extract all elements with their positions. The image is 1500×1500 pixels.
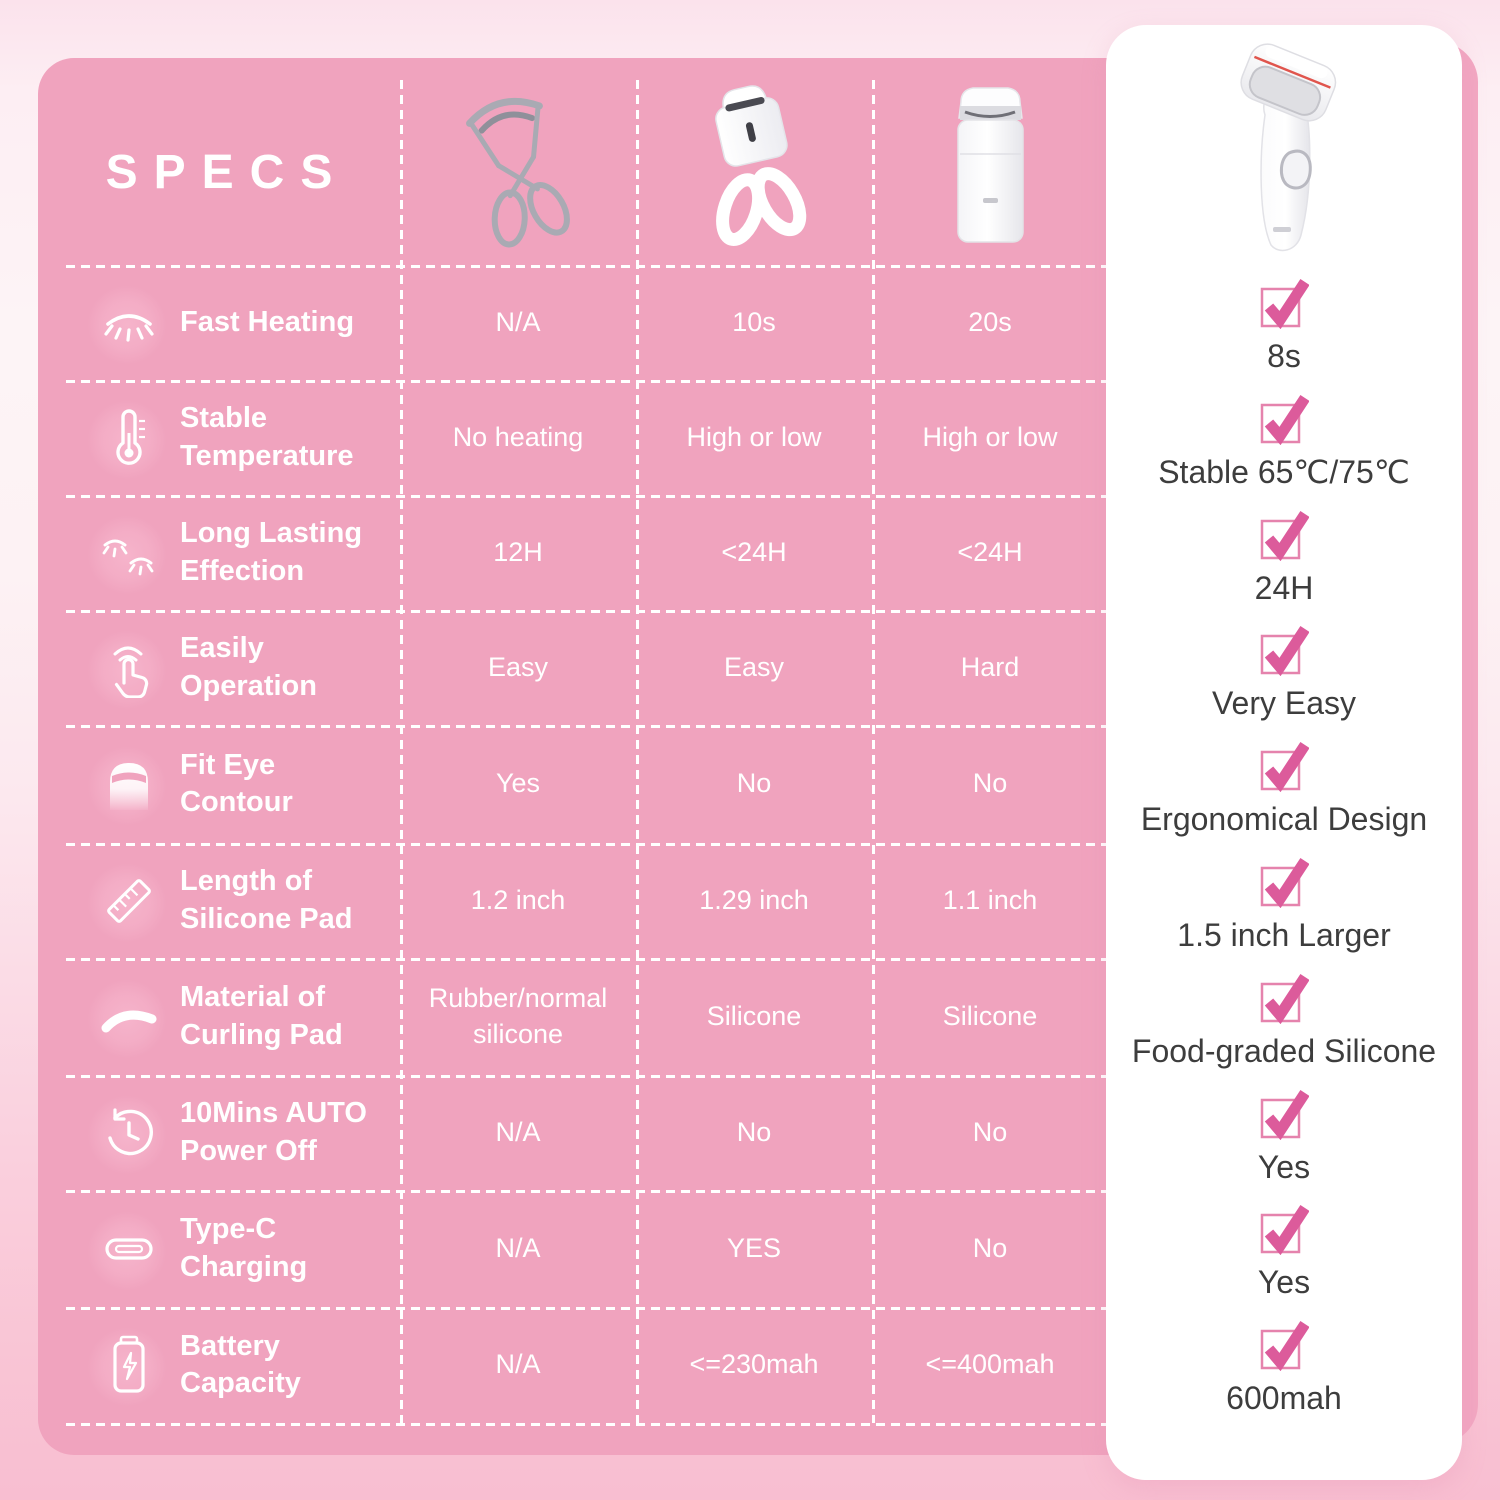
feature-list [1106, 277, 1462, 1435]
feature-check-item [1106, 393, 1462, 509]
cell-value: 10s [732, 306, 776, 337]
cell-value: 1.2 inch [470, 884, 566, 915]
table-row [38, 495, 1108, 610]
auto-off-clock-icon [96, 1100, 162, 1166]
cell-value: N/A [495, 306, 541, 337]
thermometer-icon [96, 405, 162, 471]
table-row [38, 380, 1108, 495]
cell-value: <24H [957, 536, 1023, 567]
cell-value: 12H [493, 536, 543, 567]
checked-checkbox-icon [1259, 972, 1309, 1024]
cell-value: 20s [968, 306, 1012, 337]
feature-check-item [1106, 277, 1462, 393]
cell-value: Easy [487, 651, 549, 682]
spec-comparison-table [38, 58, 1240, 1455]
row-label: Type-C Charging [180, 1213, 308, 1283]
feature-check-item [1106, 1203, 1462, 1319]
lash-curve-icon [96, 984, 162, 1050]
table-row [38, 1075, 1108, 1190]
checked-checkbox-icon [1259, 740, 1309, 792]
feature-value: Yes [1257, 1264, 1311, 1301]
cell-value: YES [726, 1232, 782, 1263]
feature-check-item [1106, 740, 1462, 856]
feature-value: 600mah [1226, 1380, 1342, 1417]
feature-check-item [1106, 1088, 1462, 1204]
featured-product-card [1106, 25, 1462, 1480]
cell-value: N/A [495, 1232, 541, 1263]
ruler-icon [96, 868, 162, 934]
feature-check-item [1106, 856, 1462, 972]
feature-value: Very Easy [1211, 685, 1357, 722]
row-label: Stable Temperature [180, 402, 354, 472]
cell-value: Silicone [942, 1000, 1038, 1031]
cell-value: High or low [686, 421, 822, 452]
feature-check-item [1106, 624, 1462, 740]
cased-eyelash-curler-image [943, 80, 1038, 255]
table-header-row [38, 58, 1108, 265]
cell-value: Hard [960, 651, 1020, 682]
feature-value: Stable 65℃/75℃ [1158, 453, 1410, 490]
cell-value: 1.1 inch [942, 884, 1038, 915]
cell-value: No [736, 1116, 772, 1147]
cell-value: <=400mah [925, 1349, 1055, 1380]
row-label: Easily Operation [180, 632, 317, 702]
manual-eyelash-curler-image [448, 83, 588, 255]
feature-check-item [1106, 972, 1462, 1088]
feature-value: 24H [1254, 569, 1314, 606]
double-eyelash-icon [96, 520, 162, 586]
cell-value: Silicone [706, 1000, 802, 1031]
row-label: Battery Capacity [180, 1329, 301, 1399]
grid-divider [66, 1423, 1216, 1426]
checked-checkbox-icon [1259, 856, 1309, 908]
feature-value: Food-graded Silicone [1131, 1032, 1437, 1069]
table-row [38, 1190, 1108, 1307]
cell-value: Yes [495, 768, 541, 799]
cell-value: No heating [452, 421, 584, 452]
cell-value: <=230mah [689, 1349, 819, 1380]
row-label: Fast Heating [180, 305, 355, 338]
feature-check-item [1106, 509, 1462, 625]
cell-value: No [972, 1232, 1008, 1263]
checked-checkbox-icon [1259, 1319, 1309, 1371]
row-label: Material of Curling Pad [180, 981, 343, 1051]
battery-icon [96, 1332, 162, 1398]
heated-eyelash-curler-image [679, 75, 829, 255]
cell-value: 1.29 inch [699, 884, 809, 915]
eyelash-icon [96, 290, 162, 356]
cell-value: No [736, 768, 772, 799]
table-row [38, 265, 1108, 380]
table-row [38, 1307, 1108, 1423]
checked-checkbox-icon [1259, 1203, 1309, 1255]
table-row [38, 610, 1108, 725]
checked-checkbox-icon [1259, 1088, 1309, 1140]
cell-value: <24H [721, 536, 787, 567]
checked-checkbox-icon [1259, 393, 1309, 445]
checked-checkbox-icon [1259, 277, 1309, 329]
checked-checkbox-icon [1259, 624, 1309, 676]
row-label: Fit Eye Contour [180, 748, 293, 818]
type-c-icon [96, 1216, 162, 1282]
feature-value: 1.5 inch Larger [1177, 916, 1391, 953]
cell-value: Easy [723, 651, 785, 682]
feature-value: Ergonomical Design [1140, 801, 1428, 838]
feature-value: 8s [1267, 338, 1301, 374]
touch-hand-icon [96, 635, 162, 701]
cell-value: No [972, 768, 1008, 799]
feature-check-item [1106, 1319, 1462, 1435]
eye-pad-icon [96, 751, 162, 817]
row-label: Long Lasting Effection [180, 517, 363, 587]
table-row [38, 958, 1108, 1075]
table-row [38, 843, 1108, 958]
cell-value: High or low [922, 421, 1058, 452]
table-row [38, 725, 1108, 843]
featured-product-image [1169, 39, 1399, 271]
feature-value: Yes [1257, 1148, 1311, 1185]
row-label: Length of Silicone Pad [180, 865, 353, 935]
page-title: SPECS [105, 146, 349, 199]
cell-value: Rubber/normal silicone [428, 983, 608, 1049]
cell-value: No [972, 1116, 1008, 1147]
cell-value: N/A [495, 1349, 541, 1380]
checked-checkbox-icon [1259, 509, 1309, 561]
cell-value: N/A [495, 1116, 541, 1147]
row-label: 10Mins AUTO Power Off [180, 1097, 367, 1167]
